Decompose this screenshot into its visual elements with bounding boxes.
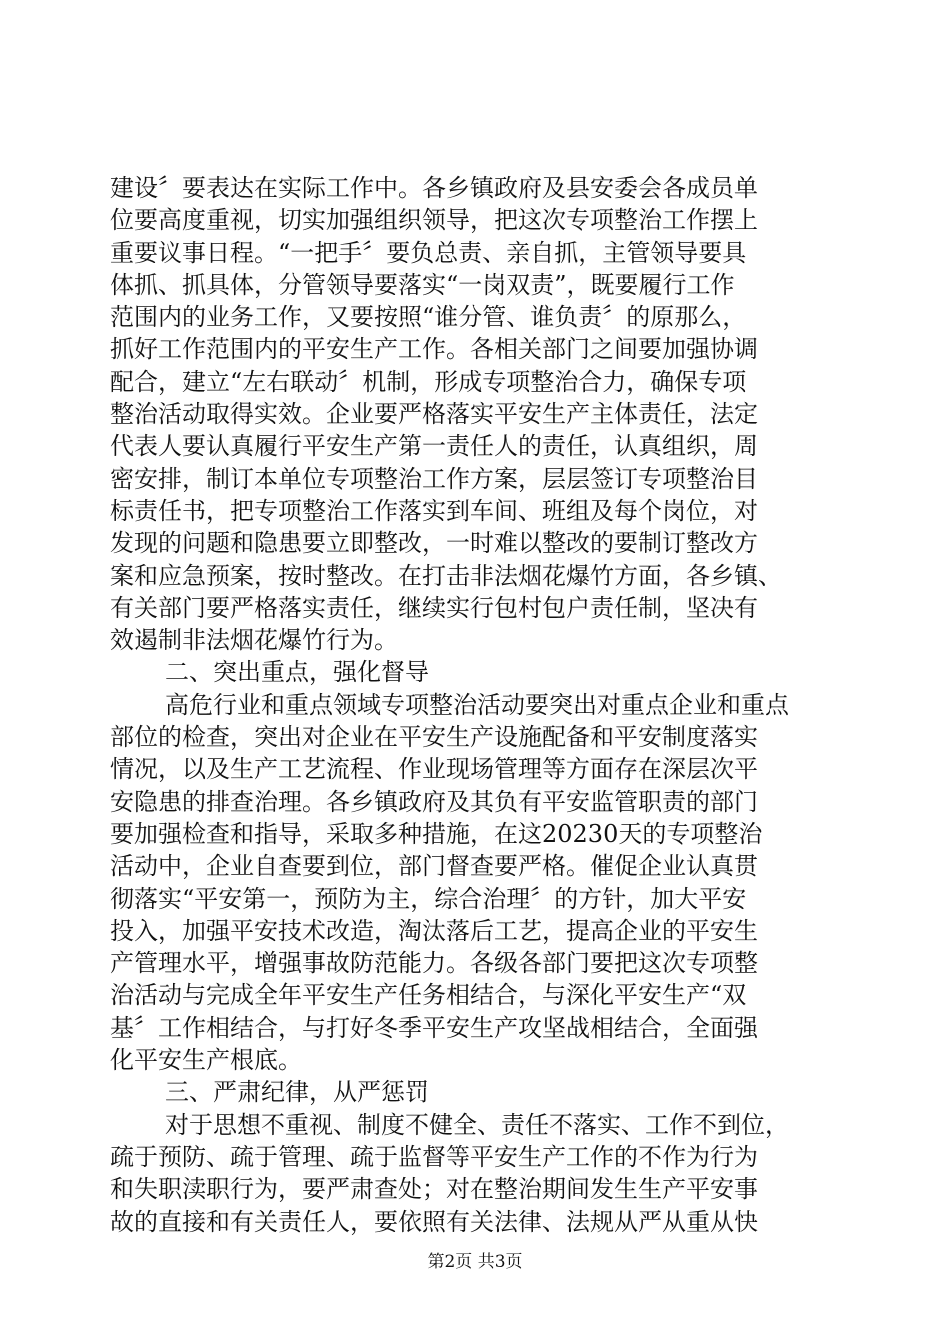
text-line: 疏于预防、疏于管理、疏于监督等平安生产工作的不作为行为 — [110, 1142, 758, 1171]
section-heading: 三、严肃纪律，从严惩罚 — [165, 1078, 429, 1107]
text-line: 化平安生产根底。 — [110, 1046, 302, 1075]
text-line: 案和应急预案，按时整改。在打击非法烟花爆竹方面，各乡镇、 — [110, 561, 782, 590]
page-footer: 第2页 共3页 — [427, 1252, 523, 1272]
text-line: 有关部门要严格落实责任，继续实行包村包户责任制，坚决有 — [110, 593, 758, 622]
text-line: 位要高度重视，切实加强组织领导，把这次专项整治工作摆上 — [110, 206, 758, 235]
text-line: 彻落实“平安第一，预防为主，综合治理〞的方针，加大平安 — [110, 884, 747, 913]
text-line: 情况，以及生产工艺流程、作业现场管理等方面存在深层次平 — [110, 755, 758, 784]
text-line: 范围内的业务工作，又要按照“谁分管、谁负责〞的原那么， — [110, 303, 747, 332]
text-line: 要加强检查和指导，采取多种措施，在这20230天的专项整治 — [110, 819, 763, 848]
text-line: 活动中，企业自查要到位，部门督查要严格。催促企业认真贯 — [110, 852, 758, 881]
text-line: 故的直接和有关责任人，要依照有关法律、法规从严从重从快 — [110, 1207, 758, 1236]
text-line: 安隐患的排查治理。各乡镇政府及其负有平安监管职责的部门 — [110, 787, 758, 816]
text-line: 标责任书，把专项整治工作落实到车间、班组及每个岗位，对 — [110, 496, 758, 525]
text-line: 投入，加强平安技术改造，淘汰落后工艺，提高企业的平安生 — [110, 916, 758, 945]
text-line: 部位的检查，突出对企业在平安生产设施配备和平安制度落实 — [110, 723, 758, 752]
text-line: 建设〞要表达在实际工作中。各乡镇政府及县安委会各成员单 — [110, 174, 758, 202]
text-line: 重要议事日程。“一把手〞要负总责、亲自抓，主管领导要具 — [110, 238, 747, 267]
text-line: 整治活动取得实效。企业要严格落实平安生产主体责任，法定 — [110, 400, 758, 429]
text-line: 效遏制非法烟花爆竹行为。 — [110, 626, 398, 655]
text-line: 基〞工作相结合，与打好冬季平安生产攻坚战相结合，全面强 — [110, 1013, 758, 1042]
text-line: 体抓、抓具体，分管领导要落实“一岗双责”，既要履行工作 — [110, 270, 735, 299]
text-line: 密安排，制订本单位专项整治工作方案，层层签订专项整治目 — [110, 464, 758, 493]
text-line: 产管理水平，增强事故防范能力。各级各部门要把这次专项整 — [110, 949, 758, 978]
text-line: 发现的问题和隐患要立即整改，一时难以整改的要制订整改方 — [110, 529, 758, 558]
text-line: 治活动与完成全年平安生产任务相结合，与深化平安生产“双 — [110, 981, 747, 1010]
text-line: 代表人要认真履行平安生产第一责任人的责任，认真组织，周 — [110, 432, 758, 461]
text-line: 和失职渎职行为，要严肃查处；对在整治期间发生生产平安事 — [110, 1175, 758, 1204]
document-body — [110, 172, 860, 1238]
section-heading: 二、突出重点，强化督导 — [165, 658, 429, 687]
text-line: 高危行业和重点领域专项整治活动要突出对重点企业和重点 — [165, 690, 789, 719]
text-line: 抓好工作范围内的平安生产工作。各相关部门之间要加强协调 — [110, 335, 758, 364]
text-line: 配合，建立“左右联动〞机制，形成专项整治合力，确保专项 — [110, 367, 747, 396]
text-line: 对于思想不重视、制度不健全、责任不落实、工作不到位， — [165, 1110, 789, 1139]
